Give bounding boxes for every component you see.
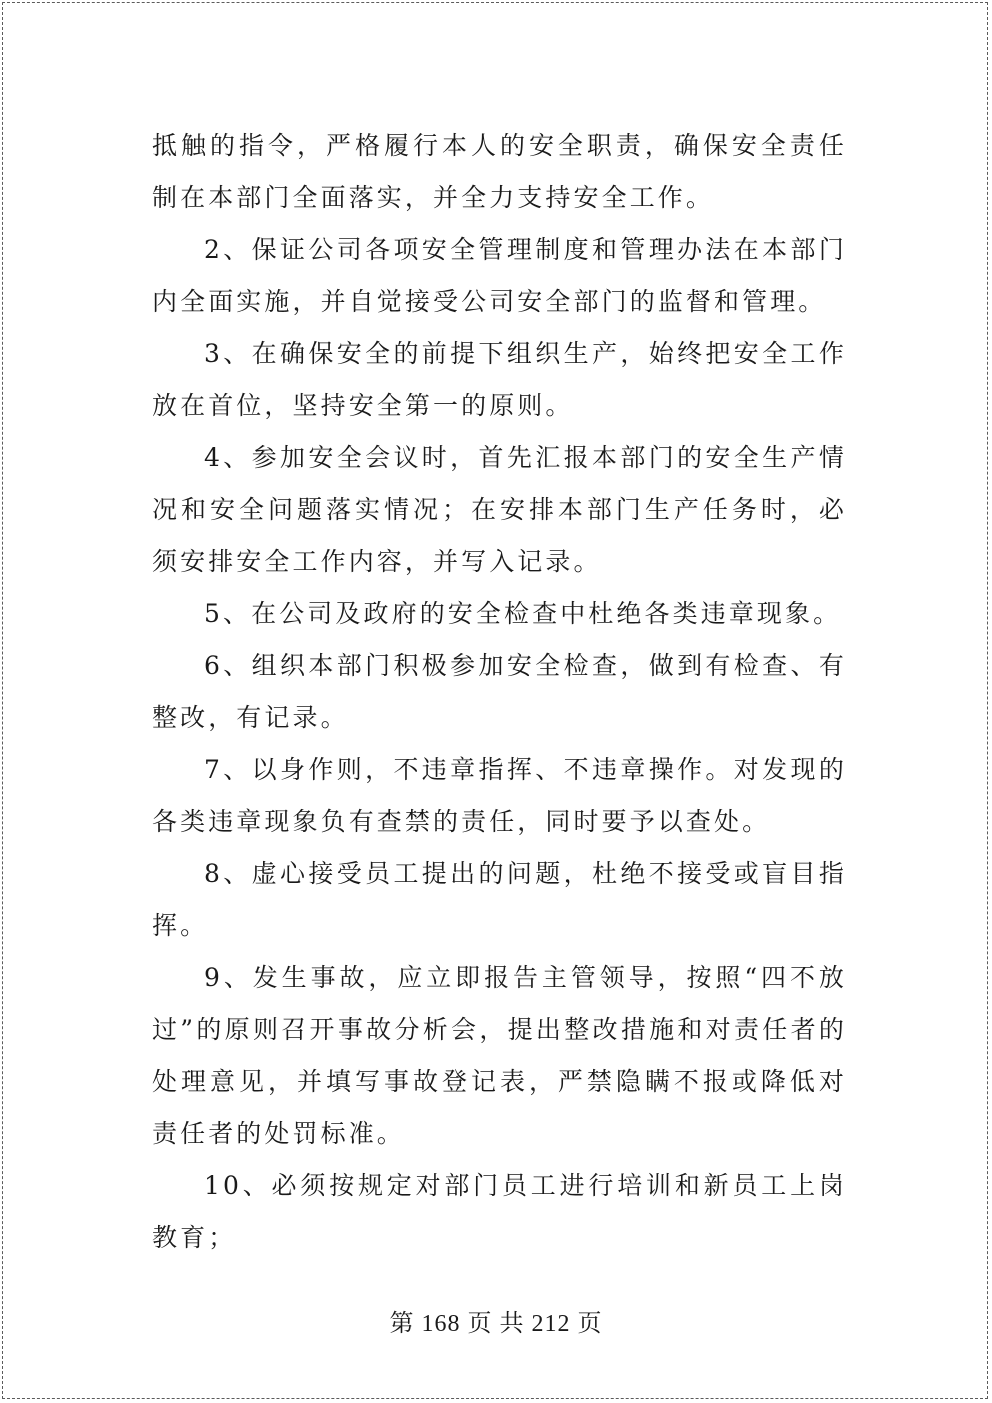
paragraph-item-3: 3、在确保安全的前提下组织生产，始终把安全工作放在首位，坚持安全第一的原则。 bbox=[152, 339, 847, 420]
paragraph-item-2: 2、保证公司各项安全管理制度和管理办法在本部门内全面实施，并自觉接受公司安全部门的监督和管理。 bbox=[152, 235, 847, 316]
paragraph-item-9: 9、发生事故，应立即报告主管领导，按照“四不放过”的原则召开事故分析会，提出整改措施和对责任者的处理意见，并填写事故登记表，严禁隐瞒不报或降低对责任者的处罚标准。 bbox=[152, 963, 847, 1148]
paragraph-item-8: 8、虚心接受员工提出的问题，杜绝不接受或盲目指挥。 bbox=[152, 859, 847, 940]
paragraph-item-5: 5、在公司及政府的安全检查中杜绝各类违章现象。 bbox=[204, 599, 842, 628]
paragraph-item-10: 10、必须按规定对部门员工进行培训和新员工上岗教育； bbox=[152, 1171, 847, 1252]
paragraph-item-4: 4、参加安全会议时，首先汇报本部门的安全生产情况和安全问题落实情况；在安排本部门生产任务时，必须安排安全工作内容，并写入记录。 bbox=[152, 443, 847, 576]
document-body bbox=[152, 120, 847, 1264]
paragraph-item-6: 6、组织本部门积极参加安全检查，做到有检查、有整改，有记录。 bbox=[152, 651, 847, 732]
paragraph-item-7: 7、以身作则，不违章指挥、不违章操作。对发现的各类违章现象负有查禁的责任，同时要予以查处。 bbox=[152, 755, 847, 836]
paragraph-1: 抵触的指令，严格履行本人的安全职责，确保安全责任制在本部门全面落实，并全力支持安全工作。 bbox=[152, 131, 847, 212]
page-number-footer: 第 168 页 共 212 页 bbox=[389, 1311, 603, 1337]
